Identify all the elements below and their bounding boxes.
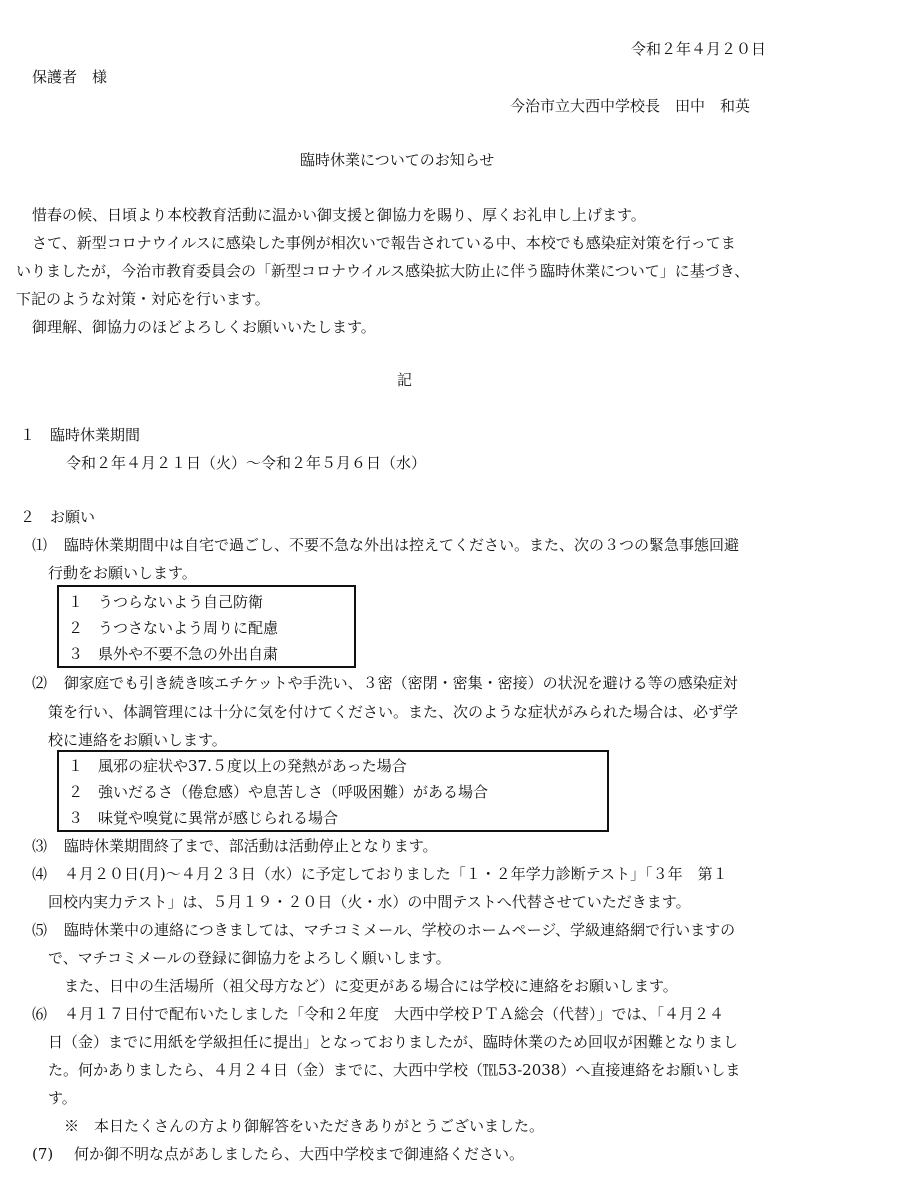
item-line: 何か御不明な点があしましたら、大西中学校まで御連絡ください。 bbox=[74, 1145, 525, 1163]
item-number: (7) bbox=[32, 1145, 54, 1163]
item-line: た。何かありましたら、４月２４日（金）までに、大西中学校（℡53-2038）へ直接連絡をお願いしま bbox=[48, 1061, 741, 1079]
item-note: ※ 本日たくさんの方より御解答をいただきありがとうございました。 bbox=[64, 1117, 545, 1135]
item-number: ⑹ bbox=[32, 1005, 48, 1023]
item-number: ⑶ bbox=[32, 837, 48, 855]
item-line: ４月２０日(月)～４月２３日（水）に予定しておりました「１・２年学力診断テスト」「３年 第１ bbox=[64, 865, 728, 883]
item-line: また、日中の生活場所（祖父母方など）に変更がある場合には学校に連絡をお願いします。 bbox=[64, 977, 678, 995]
item-line: 日（金）までに用紙を学級担任に提出」となっておりましたが、臨時休業のため回収が困難となりまし bbox=[48, 1033, 739, 1051]
item-line: 御家庭でも引き続き咳エチケットや手洗い、３密（密閉・密集・密接）の状況を避ける等の感染症対 bbox=[64, 674, 738, 692]
intro-line: さて、新型コロナウイルスに感染した事例が相次いで報告されている中、本校でも感染症対策を行ってま bbox=[32, 234, 736, 252]
item-line: 臨時休業期間中は自宅で過ごし、不要不急な外出は控えてください。また、次の３つの緊急事態回避 bbox=[64, 536, 740, 554]
page-title: 臨時休業についてのお知らせ bbox=[300, 151, 495, 169]
box-line: ３ 味覚や嗅覚に異常が感じられる場合 bbox=[68, 809, 339, 827]
item-line: 校に連絡をお願いします。 bbox=[48, 731, 227, 749]
sender: 今治市立大西中学校長 田中 和英 bbox=[510, 97, 751, 115]
item-number: ⑸ bbox=[32, 921, 48, 939]
box-line: １ 風邪の症状や37.５度以上の発熱があった場合 bbox=[68, 757, 407, 775]
section1-heading: １ 臨時休業期間 bbox=[20, 426, 141, 444]
box-line: １ うつらないよう自己防衛 bbox=[68, 593, 264, 611]
item-line: 策を行い、体調管理には十分に気を付けてください。また、次のような症状がみられた場合は、必ず学 bbox=[48, 703, 739, 721]
intro-line: 惜春の候、日頃より本校教育活動に温かい御支援と御協力を賜り、厚くお礼申し上げます。 bbox=[32, 206, 646, 224]
symptoms-box bbox=[57, 750, 609, 832]
item-line: す。 bbox=[48, 1089, 77, 1107]
section1-period: 令和２年４月２１日（火）～令和２年５月６日（水） bbox=[66, 454, 427, 472]
item-line: ４月１７日付で配布いたしました「令和２年度 大西中学校ＰＴＡ総会（代替）」では、「４月２４ bbox=[64, 1005, 725, 1023]
ki-heading: 記 bbox=[397, 371, 413, 389]
item-line: 行動をお願いします。 bbox=[48, 564, 197, 582]
intro-line: 下記のような対策・対応を行います。 bbox=[16, 290, 270, 308]
box-line: ３ 県外や不要不急の外出自粛 bbox=[68, 645, 279, 663]
item-number: ⑴ bbox=[32, 536, 48, 554]
item-number: ⑷ bbox=[32, 865, 48, 883]
box-line: ２ うつさないよう周りに配慮 bbox=[68, 619, 279, 637]
item-line: 臨時休業期間終了まで、部活動は活動停止となります。 bbox=[64, 837, 438, 855]
addressee: 保護者 様 bbox=[32, 68, 108, 86]
letter-date: 令和２年４月２０日 bbox=[631, 40, 767, 58]
item-number: ⑵ bbox=[32, 674, 48, 692]
emergency-actions-box bbox=[57, 585, 356, 668]
item-line: で、マチコミメールの登録に御協力をよろしく願いします。 bbox=[48, 949, 451, 967]
section2-heading: ２ お願い bbox=[20, 508, 96, 526]
box-line: ２ 強いだるさ（倦怠感）や息苦しさ（呼吸困難）がある場合 bbox=[68, 783, 489, 801]
intro-line: いりましたが，今治市教育委員会の「新型コロナウイルス感染拡大防止に伴う臨時休業について」に基づき、 bbox=[16, 262, 750, 280]
item-line: 臨時休業中の連絡につきましては、マチコミメール、学校のホームページ、学級連絡網で行いますの bbox=[64, 921, 736, 939]
intro-line: 御理解、御協力のほどよろしくお願いいたします。 bbox=[32, 318, 376, 336]
item-line: 回校内実力テスト」は、５月１９・２０日（火・水）の中間テストへ代替させていただきます。 bbox=[48, 893, 691, 911]
